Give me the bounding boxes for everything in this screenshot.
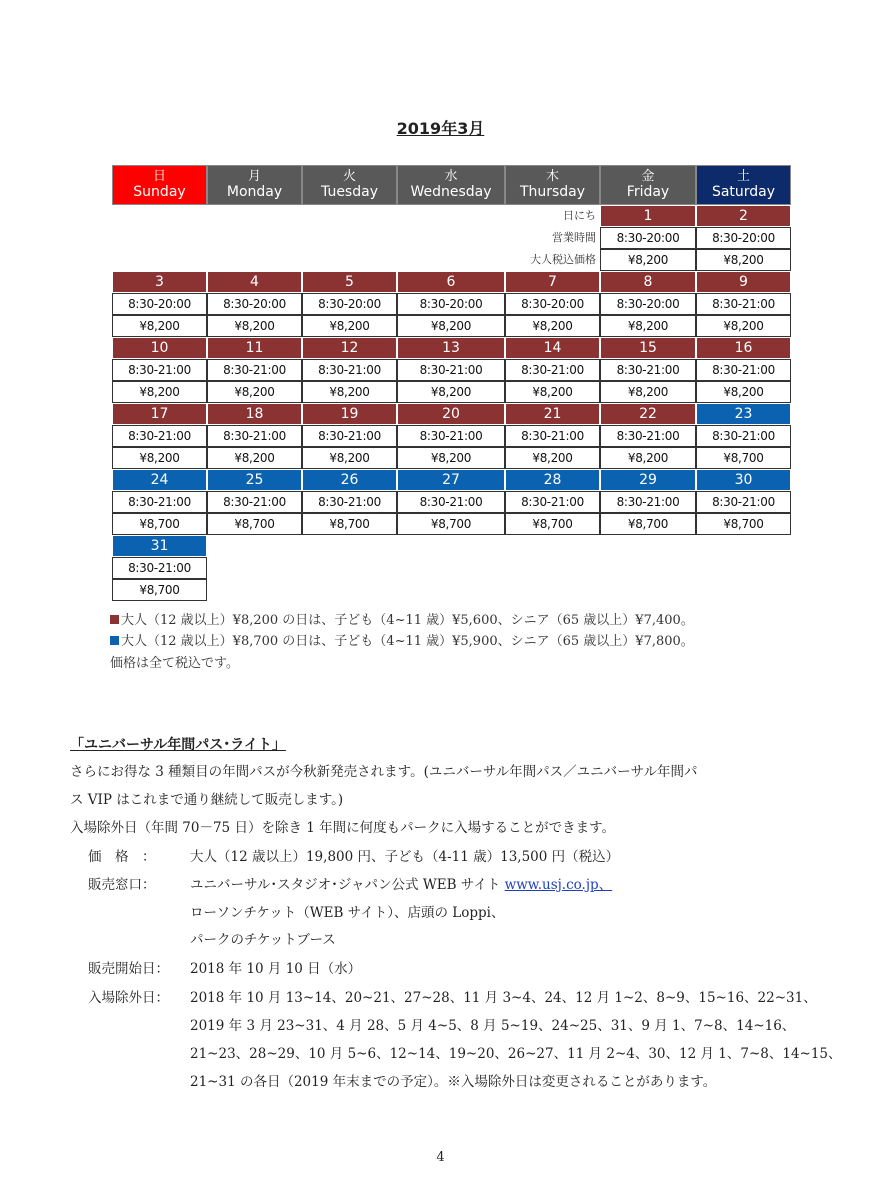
day-price-cell: ¥8,700 bbox=[505, 513, 600, 535]
price-row-label: 大人税込価格 bbox=[530, 253, 596, 266]
day-number-cell: 24 bbox=[112, 469, 207, 491]
hours-row-label: 営業時間 bbox=[552, 231, 596, 244]
day-price-cell: ¥8,200 bbox=[112, 447, 207, 469]
intro-line-3: 入場除外日（年間 70－75 日）を除き 1 年間に何度もパークに入場することができます。 bbox=[70, 820, 616, 836]
weekday-en-label: Friday bbox=[626, 184, 670, 200]
page-title: 2019年3月 bbox=[396, 119, 485, 138]
date-row-label: 日にち bbox=[563, 209, 596, 222]
day-hours-cell: 8:30-21:00 bbox=[397, 491, 505, 513]
note-tax: 価格は全て税込です。 bbox=[110, 656, 239, 671]
day-number-cell: 19 bbox=[302, 403, 397, 425]
intro-line-2: ス VIP はこれまで通り継続して販売します。) bbox=[70, 792, 344, 808]
day-number-cell: 17 bbox=[112, 403, 207, 425]
day-hours-cell: 8:30-21:00 bbox=[505, 359, 600, 381]
day-price-cell: ¥8,700 bbox=[600, 513, 696, 535]
day-hours-cell: 8:30-20:00 bbox=[207, 293, 302, 315]
day-hours-cell: 8:30-20:00 bbox=[112, 293, 207, 315]
day-price-cell: ¥8,700 bbox=[112, 579, 207, 601]
day-price-cell: ¥8,200 bbox=[207, 315, 302, 337]
day-hours-cell: 8:30-21:00 bbox=[112, 359, 207, 381]
day-number-cell: 30 bbox=[696, 469, 791, 491]
day-price-cell: ¥8,200 bbox=[600, 249, 696, 271]
day-price-cell: ¥8,200 bbox=[397, 447, 505, 469]
day-hours-cell: 8:30-20:00 bbox=[696, 227, 791, 249]
day-number-cell: 11 bbox=[207, 337, 302, 359]
day-hours-cell: 8:30-20:00 bbox=[600, 293, 696, 315]
day-number-cell: 28 bbox=[505, 469, 600, 491]
day-price-cell: ¥8,700 bbox=[696, 513, 791, 535]
weekday-jp-label: 日 bbox=[152, 169, 166, 184]
start-value: 2018 年 10 月 10 日（水） bbox=[190, 961, 362, 977]
day-hours-cell: 8:30-21:00 bbox=[696, 359, 791, 381]
day-number-cell: 27 bbox=[397, 469, 505, 491]
day-number-cell: 2 bbox=[696, 205, 791, 227]
day-number-cell: 10 bbox=[112, 337, 207, 359]
section-title: 「ユニバーサル年間パス･ライト」 bbox=[70, 737, 286, 753]
day-hours-cell: 8:30-20:00 bbox=[302, 293, 397, 315]
weekday-header-thursday bbox=[505, 165, 600, 205]
weekday-jp-label: 火 bbox=[342, 169, 356, 184]
day-number-cell: 20 bbox=[397, 403, 505, 425]
weekday-jp-label: 金 bbox=[641, 169, 655, 184]
red-square-icon bbox=[110, 615, 119, 624]
day-hours-cell: 8:30-21:00 bbox=[207, 425, 302, 447]
day-price-cell: ¥8,200 bbox=[505, 447, 600, 469]
day-price-cell: ¥8,200 bbox=[600, 447, 696, 469]
day-price-cell: ¥8,200 bbox=[696, 315, 791, 337]
weekday-header-friday bbox=[600, 165, 696, 205]
day-price-cell: ¥8,200 bbox=[397, 315, 505, 337]
day-number-cell: 12 bbox=[302, 337, 397, 359]
weekday-jp-label: 水 bbox=[444, 169, 458, 184]
day-hours-cell: 8:30-20:00 bbox=[600, 227, 696, 249]
exclusion-line-1: 2018 年 10 月 13~14、20~21、27~28、11 月 3~4、24、12 月 1~2、8~9、15~16、22~31、 bbox=[190, 990, 817, 1006]
day-price-cell: ¥8,200 bbox=[397, 381, 505, 403]
day-price-cell: ¥8,200 bbox=[505, 315, 600, 337]
day-hours-cell: 8:30-20:00 bbox=[397, 293, 505, 315]
day-price-cell: ¥8,200 bbox=[696, 249, 791, 271]
weekday-en-label: Wednesday bbox=[410, 184, 492, 200]
day-hours-cell: 8:30-21:00 bbox=[302, 359, 397, 381]
weekday-jp-label: 月 bbox=[247, 169, 261, 184]
day-number-cell: 15 bbox=[600, 337, 696, 359]
day-number-cell: 23 bbox=[696, 403, 791, 425]
day-price-cell: ¥8,700 bbox=[207, 513, 302, 535]
sales-value-3: パークのチケットブース bbox=[190, 932, 336, 948]
note-red-day: 大人（12 歳以上）¥8,200 の日は、子ども（4~11 歳）¥5,600、シニア（65 歳以上）¥7,400。 bbox=[110, 612, 694, 630]
day-price-cell: ¥8,200 bbox=[112, 315, 207, 337]
day-hours-cell: 8:30-21:00 bbox=[505, 425, 600, 447]
blue-square-icon bbox=[110, 636, 119, 645]
day-number-cell: 5 bbox=[302, 271, 397, 293]
start-key: 販売開始日： bbox=[88, 961, 169, 977]
exclusion-line-4: 21~31 の各日（2019 年末までの予定）。※入場除外日は変更されることがあります。 bbox=[190, 1074, 717, 1090]
exclusion-line-3: 21~23、28~29、10 月 5~6、12~14、19~20、26~27、11 月 2~4、30、12 月 1、7~8、14~15、 bbox=[190, 1046, 842, 1062]
day-price-cell: ¥8,200 bbox=[207, 381, 302, 403]
weekday-en-label: Saturday bbox=[711, 184, 776, 200]
intro-line-1: さらにお得な 3 種類目の年間パスが今秋新発売されます。(ユニバーサル年間パス／ユニバーサル年間パ bbox=[70, 764, 698, 780]
day-hours-cell: 8:30-21:00 bbox=[112, 491, 207, 513]
exclusion-line-2: 2019 年 3 月 23~31、4 月 28、5 月 4~5、8 月 5~19、24~25、31、9 月 1、7~8、14~16、 bbox=[190, 1018, 796, 1034]
day-hours-cell: 8:30-21:00 bbox=[207, 359, 302, 381]
day-number-cell: 16 bbox=[696, 337, 791, 359]
day-hours-cell: 8:30-21:00 bbox=[505, 491, 600, 513]
day-price-cell: ¥8,200 bbox=[600, 315, 696, 337]
weekday-header-sunday bbox=[112, 165, 207, 205]
day-price-cell: ¥8,200 bbox=[302, 315, 397, 337]
day-price-cell: ¥8,700 bbox=[696, 447, 791, 469]
usj-website-link[interactable]: www.usj.co.jp、 bbox=[504, 877, 613, 893]
weekday-jp-label: 木 bbox=[545, 169, 559, 184]
day-price-cell: ¥8,700 bbox=[397, 513, 505, 535]
day-hours-cell: 8:30-21:00 bbox=[696, 293, 791, 315]
sales-key: 販売窓口： bbox=[88, 877, 156, 893]
day-price-cell: ¥8,200 bbox=[505, 381, 600, 403]
sales-value: ユニバーサル･スタジオ･ジャパン公式 WEB サイト bbox=[190, 877, 501, 893]
day-hours-cell: 8:30-21:00 bbox=[302, 425, 397, 447]
weekday-en-label: Monday bbox=[226, 184, 283, 200]
day-hours-cell: 8:30-21:00 bbox=[696, 425, 791, 447]
day-hours-cell: 8:30-21:00 bbox=[302, 491, 397, 513]
day-price-cell: ¥8,200 bbox=[112, 381, 207, 403]
day-number-cell: 31 bbox=[112, 535, 207, 557]
exclusion-key: 入場除外日： bbox=[88, 990, 169, 1006]
day-price-cell: ¥8,700 bbox=[112, 513, 207, 535]
day-number-cell: 25 bbox=[207, 469, 302, 491]
day-number-cell: 14 bbox=[505, 337, 600, 359]
sales-value-2: ローソンチケット（WEB サイト）、店頭の Loppi、 bbox=[190, 905, 505, 921]
weekday-header-monday bbox=[207, 165, 302, 205]
price-key: 価 格 ： bbox=[88, 849, 156, 865]
note-blue-day: 大人（12 歳以上）¥8,700 の日は、子ども（4~11 歳）¥5,900、シニア（65 歳以上）¥7,800。 bbox=[110, 633, 694, 651]
day-hours-cell: 8:30-21:00 bbox=[112, 557, 207, 579]
day-number-cell: 29 bbox=[600, 469, 696, 491]
price-value: 大人（12 歳以上）19,800 円、子ども（4-11 歳）13,500 円（税込） bbox=[190, 849, 620, 865]
day-hours-cell: 8:30-20:00 bbox=[505, 293, 600, 315]
day-price-cell: ¥8,200 bbox=[696, 381, 791, 403]
page-number: 4 bbox=[436, 1150, 445, 1165]
day-hours-cell: 8:30-21:00 bbox=[600, 425, 696, 447]
day-number-cell: 8 bbox=[600, 271, 696, 293]
day-number-cell: 3 bbox=[112, 271, 207, 293]
day-number-cell: 21 bbox=[505, 403, 600, 425]
day-number-cell: 6 bbox=[397, 271, 505, 293]
day-hours-cell: 8:30-21:00 bbox=[397, 425, 505, 447]
day-number-cell: 22 bbox=[600, 403, 696, 425]
day-hours-cell: 8:30-21:00 bbox=[696, 491, 791, 513]
day-price-cell: ¥8,200 bbox=[302, 381, 397, 403]
weekday-header-wednesday bbox=[397, 165, 505, 205]
day-hours-cell: 8:30-21:00 bbox=[112, 425, 207, 447]
weekday-en-label: Sunday bbox=[133, 184, 186, 200]
day-number-cell: 9 bbox=[696, 271, 791, 293]
day-price-cell: ¥8,200 bbox=[302, 447, 397, 469]
weekday-en-label: Thursday bbox=[519, 184, 586, 200]
day-number-cell: 18 bbox=[207, 403, 302, 425]
weekday-jp-label: 土 bbox=[736, 169, 750, 184]
day-hours-cell: 8:30-21:00 bbox=[207, 491, 302, 513]
day-number-cell: 7 bbox=[505, 271, 600, 293]
day-number-cell: 4 bbox=[207, 271, 302, 293]
weekday-header-saturday bbox=[696, 165, 791, 205]
day-number-cell: 1 bbox=[600, 205, 696, 227]
day-number-cell: 13 bbox=[397, 337, 505, 359]
day-hours-cell: 8:30-21:00 bbox=[397, 359, 505, 381]
day-hours-cell: 8:30-21:00 bbox=[600, 359, 696, 381]
day-price-cell: ¥8,200 bbox=[207, 447, 302, 469]
day-price-cell: ¥8,200 bbox=[600, 381, 696, 403]
day-hours-cell: 8:30-21:00 bbox=[600, 491, 696, 513]
weekday-header-tuesday bbox=[302, 165, 397, 205]
day-price-cell: ¥8,700 bbox=[302, 513, 397, 535]
weekday-en-label: Tuesday bbox=[321, 184, 378, 200]
calendar-table bbox=[112, 165, 791, 601]
day-number-cell: 26 bbox=[302, 469, 397, 491]
